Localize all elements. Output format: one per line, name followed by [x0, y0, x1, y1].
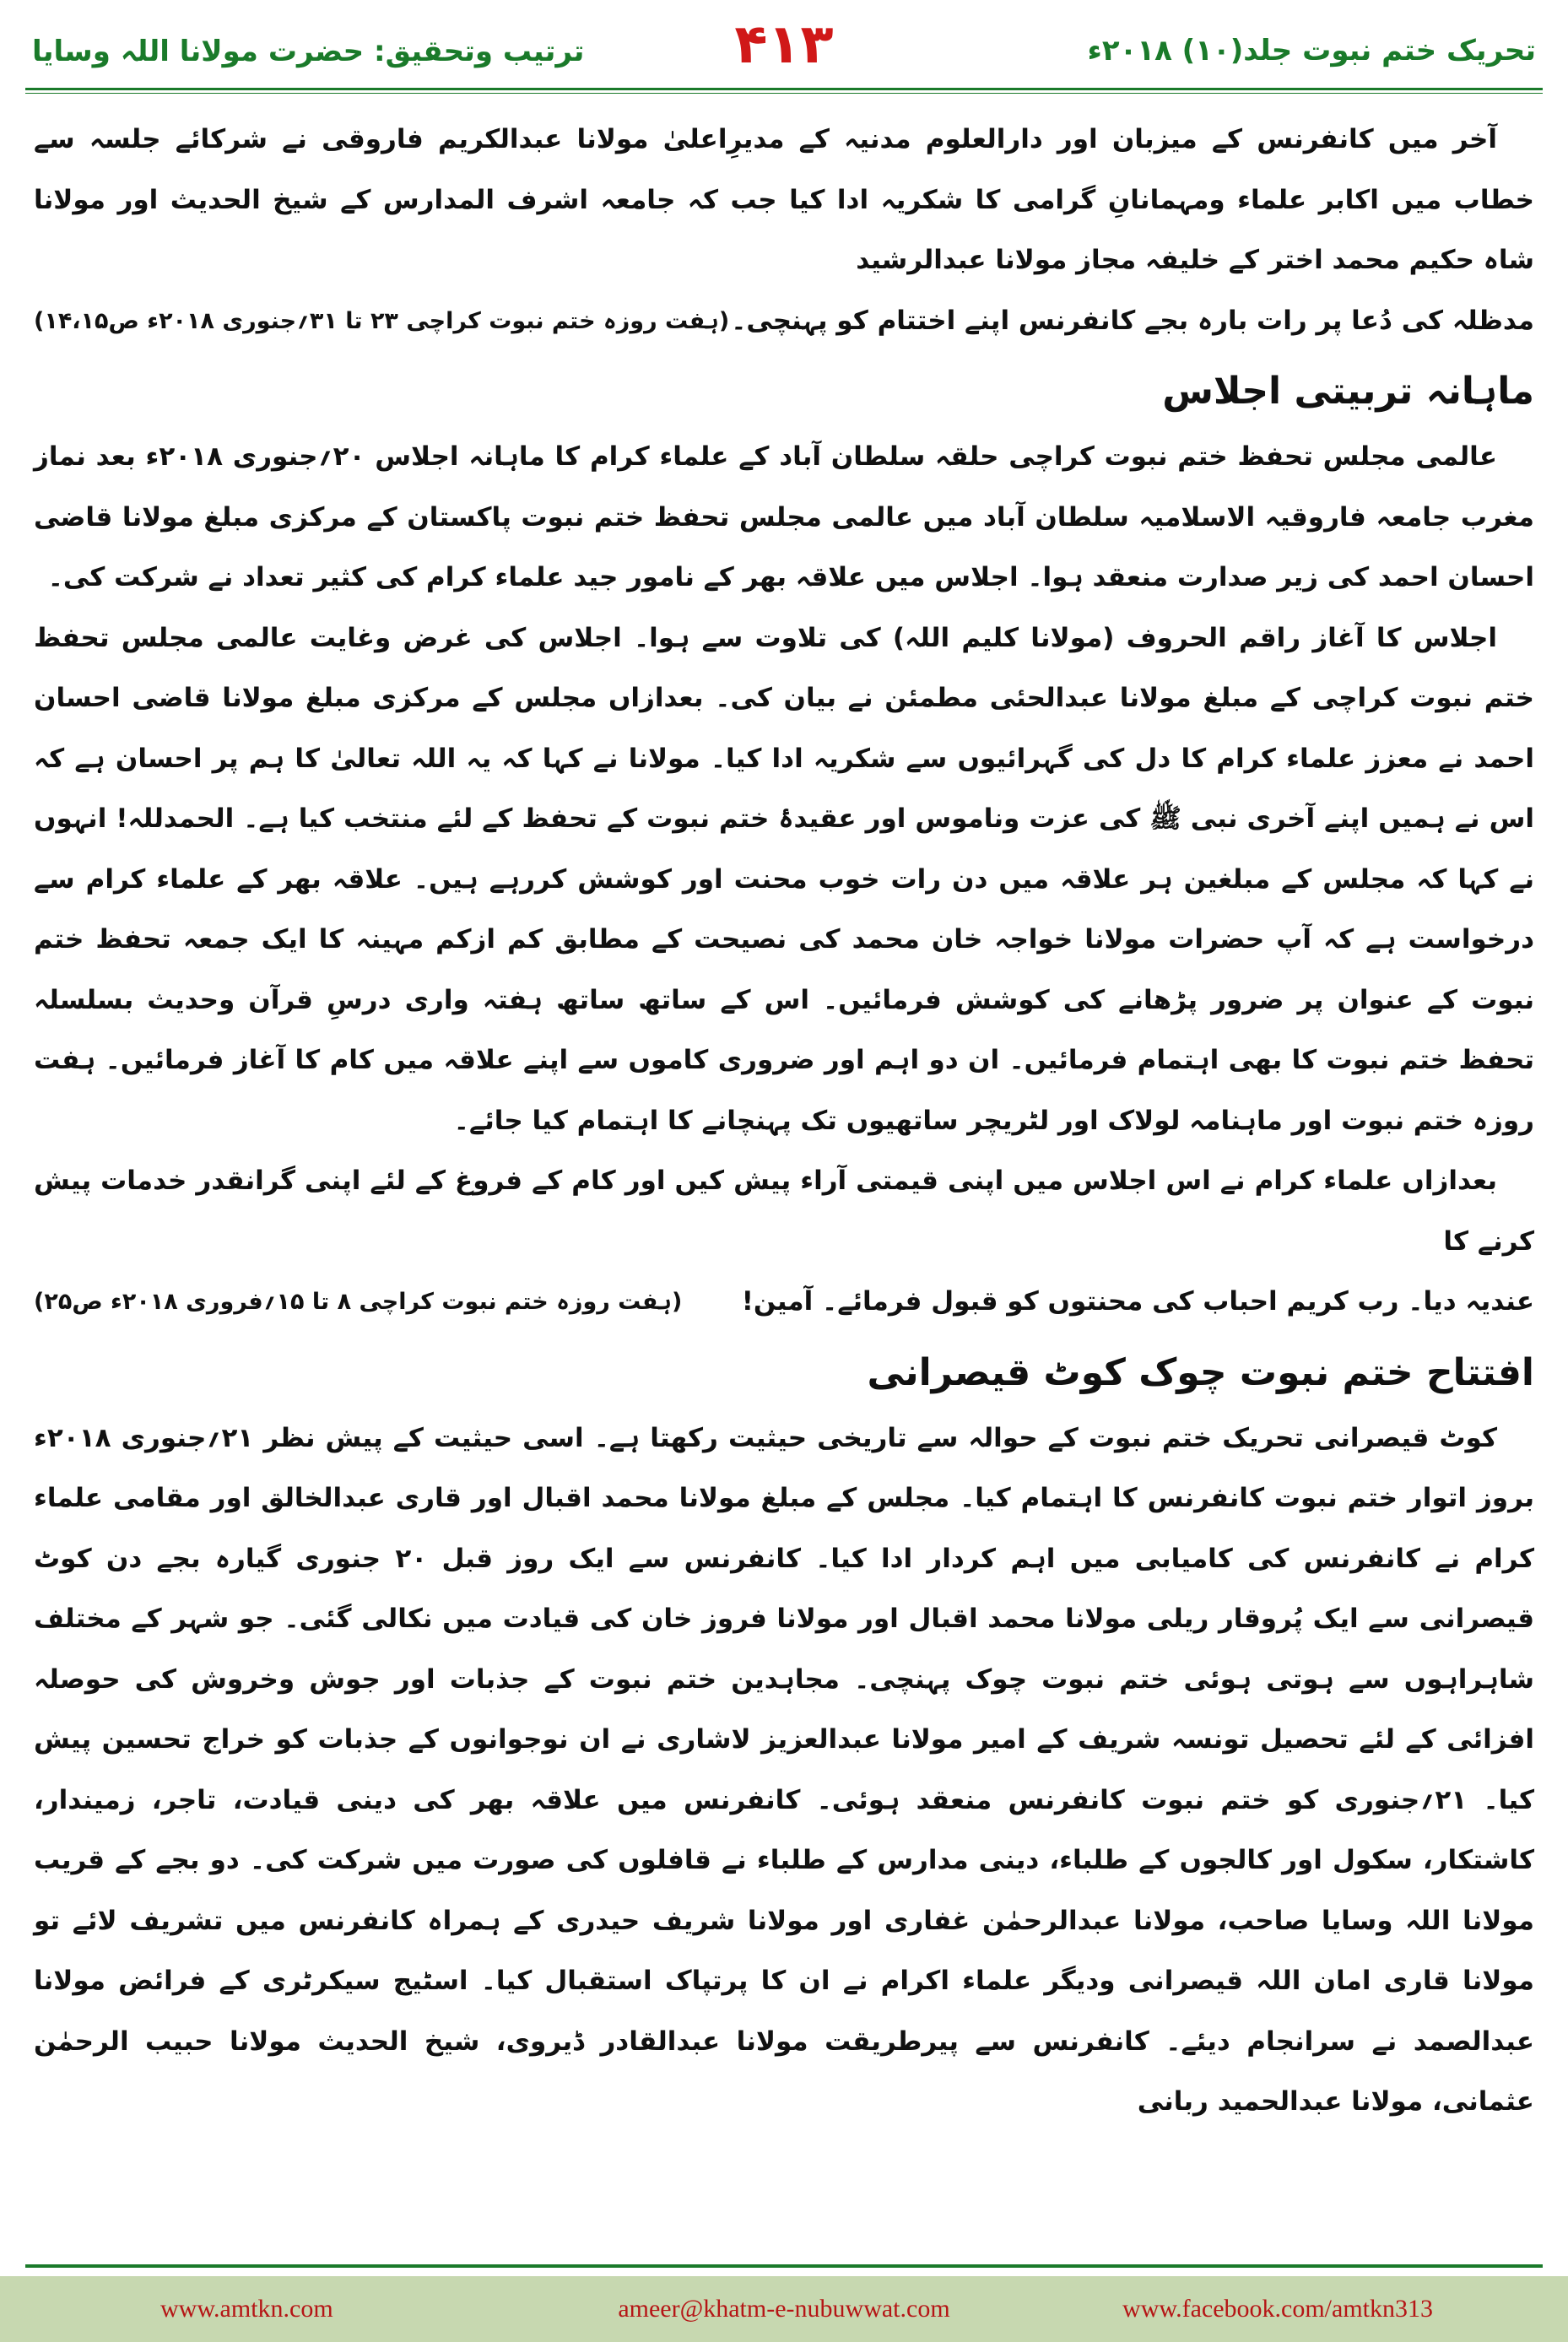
intro-paragraph: آخر میں کانفرنس کے میزبان اور دارالعلوم مدنیہ کے مدیرِاعلیٰ مولانا عبدالکریم فاروقی نے شرکائے جلسہ سے خطاب میں اکابر علماء ومہمانانِ گرامی کا شکریہ ادا کیا جب کہ جامعہ اشرف المدارس کے شیخ الحدیث اور مولانا شاہ حکیم محمد اختر کے خلیفہ مجاز مولانا عبدالرشید [34, 124, 1534, 275]
monthly-meeting-paragraph-2: اجلاس کا آغاز راقم الحروف (مولانا کلیم اللہ) کی تلاوت سے ہوا۔ اجلاس کی غرض وغایت عالمی مجلس تحفظ ختم نبوت کراچی کے مبلغ مولانا عبدالحئی مطمئن نے بیان کی۔ بعدازاں مجلس کے مرکزی مبلغ مولانا قاضی احسان احمد نے معزز علماء کرام کا دل کی گہرائیوں سے شکریہ ادا کیا۔ مولانا نے کہا کہ یہ اللہ تعالیٰ کا ہم پر احسان ہے کہ اس نے ہمیں اپنے آخری نبی ﷺ کی عزت وناموس اور عقیدۂ ختم نبوت کے تحفظ کے لئے منتخب کیا ہے۔ الحمدللہ! انہوں نے کہا کہ مجلس کے مبلغین ہر علاقہ میں دن رات خوب محنت اور کوشش کررہے ہیں۔ علاقہ بھر کے علماء کرام سے درخواست ہے کہ آپ حضرات مولانا خواجہ خان محمد کی نصیحت کے مطابق کم ازکم مہینہ کا ایک جمعہ تحفظ ختم نبوت کے عنوان پر ضرور پڑھانے کی کوشش فرمائیں۔ اس کے ساتھ ساتھ ہفتہ واری درسِ قرآن وحدیث بسلسلہ تحفظ ختم نبوت کا بھی اہتمام فرمائیں۔ ان دو اہم اور ضروری کاموں سے اپنے علاقہ میں کام کا آغاز فرمائیں۔ ہفت روزہ ختم نبوت اور ماہنامہ لولاک اور لٹریچر ساتھیوں تک پہنچانے کا اہتمام کیا جائے۔ [34, 622, 1534, 1136]
page-footer [0, 2276, 1568, 2342]
intro-closing-line [34, 291, 1534, 352]
footer-email-link[interactable]: ameer@khatm-e-nubuwwat.com [618, 2295, 950, 2323]
header-book-title: تحریک ختم نبوت جلد(۱۰) ۲۰۱۸ء [1087, 34, 1536, 68]
monthly-meeting-paragraph-1: عالمی مجلس تحفظ ختم نبوت کراچی حلقہ سلطان آباد کے علماء کرام کا ماہانہ اجلاس ۲۰؍جنوری ۲۰۱۸ء بعد نماز مغرب جامعہ فاروقیہ الاسلامیہ سلطان آباد میں عالمی مجلس تحفظ ختم نبوت پاکستان کے مرکزی مبلغ مولانا قاضی احسان احمد کی زیر صدارت منعقد ہوا۔ اجلاس میں علاقہ بھر کے نامور جید علماء کرام کی کثیر تعداد نے شرکت کی۔ [34, 441, 1534, 592]
page-body [34, 110, 1534, 2232]
section-heading-kot-qaisrani: افتتاح ختم نبوت چوک کوٹ قیصرانی [867, 1350, 1534, 1394]
monthly-meeting-closing-line [34, 1272, 1534, 1333]
kot-qaisrani-paragraph: کوٹ قیصرانی تحریک ختم نبوت کے حوالہ سے تاریخی حیثیت رکھتا ہے۔ اسی حیثیت کے پیش نظر ۲۱؍جنوری ۲۰۱۸ء بروز اتوار ختم نبوت کانفرنس کا اہتمام کیا۔ مجلس کے مبلغ مولانا محمد اقبال اور قاری عبدالخالق اور مقامی علماء کرام نے کانفرنس کی کامیابی میں اہم کردار ادا کیا۔ کانفرنس سے ایک روز قبل ۲۰ جنوری گیارہ بجے دن کوٹ قیصرانی سے ایک پُروقار ریلی مولانا محمد اقبال اور مولانا فروز خان کی قیادت میں نکالی گئی۔ جو شہر کے مختلف شاہراہوں سے ہوتی ہوئی ختم نبوت چوک پہنچی۔ مجاہدین ختم نبوت کے جذبات اور جوش وخروش کی حوصلہ افزائی کے لئے تحصیل تونسہ شریف کے امیر مولانا عبدالعزیز لاشاری نے ان نوجوانوں کے جذبات کو خراج تحسین پیش کیا۔ ۲۱؍جنوری کو ختم نبوت کانفرنس منعقد ہوئی۔ کانفرنس میں علاقہ بھر کی دینی قیادت، تاجر، زمیندار، کاشتکار، سکول اور کالجوں کے طلباء، دینی مدارس کے طلباء نے قافلوں کی صورت میں شرکت کی۔ دو بجے کے قریب مولانا اللہ وسایا صاحب، مولانا عبدالرحمٰن غفاری اور مولانا شریف حیدری کے ہمراہ کانفرنس میں تشریف لائے تو مولانا قاری امان اللہ قیصرانی ودیگر علماء اکرام نے ان کا پرتپاک استقبال کیا۔ اسٹیج سیکرٹری کے فرائض مولانا عبدالصمد نے سرانجام دیئے۔ کانفرنس سے پیرطریقت مولانا عبدالقادر ڈیروی، شیخ الحدیث مولانا حبیب الرحمٰن عثمانی، مولانا عبدالحمید ربانی [34, 1422, 1534, 2117]
monthly-meeting-source-citation: (ہفت روزہ ختم نبوت کراچی ۸ تا ۱۵؍فروری ۲۰۱۸ء ص۲۵) [34, 1289, 683, 1315]
monthly-meeting-last-sentence: عندیہ دیا۔ رب کریم احباب کی محنتوں کو قبول فرمائے۔ آمین! [741, 1286, 1534, 1317]
intro-source-citation: (ہفت روزہ ختم نبوت کراچی ۲۳ تا ۳۱؍جنوری ۲۰۱۸ء ص۱۴،۱۵) [34, 307, 730, 334]
section-heading-monthly-meeting: ماہانہ تربیتی اجلاس [1162, 370, 1534, 413]
page-number: ۴۱۳ [734, 14, 834, 76]
header-compiler: ترتیب وتحقیق: حضرت مولانا اللہ وسایا [32, 35, 585, 68]
footer-facebook-link[interactable]: www.facebook.com/amtkn313 [1122, 2295, 1433, 2323]
monthly-meeting-paragraph-3: بعدازاں علماء کرام نے اس اجلاس میں اپنی قیمتی آراء پیش کیں اور کام کے فروغ کے لئے اپنی گرانقدر خدمات پیش کرنے کا [34, 1166, 1534, 1257]
intro-last-sentence: مدظلہ کی دُعا پر رات بارہ بجے کانفرنس اپنے اختتام کو پہنچی۔ [731, 305, 1534, 336]
footer-website-link[interactable]: www.amtkn.com [160, 2295, 333, 2323]
header-divider [25, 88, 1543, 94]
page-header [0, 0, 1568, 93]
footer-divider [25, 2264, 1543, 2268]
